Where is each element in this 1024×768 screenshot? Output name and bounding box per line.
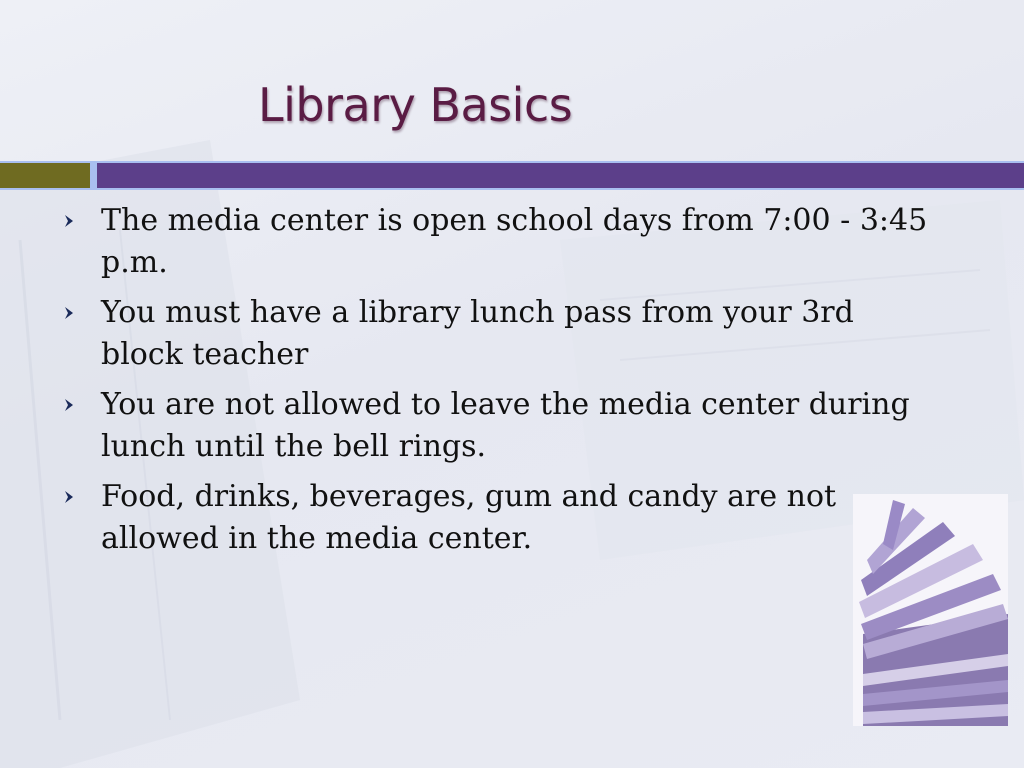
accent-bar-separator [90,163,97,188]
fanned-books-image [853,494,1008,726]
bullet-item [62,384,942,468]
chevron-right-icon [62,213,76,229]
chevron-right-icon [62,489,76,505]
bullet-text: The media center is open school days from 7:00 - 3:45 p.m. [101,203,928,280]
bullet-text: Food, drinks, beverages, gum and candy are not allowed in the media center. [101,479,837,556]
chevron-right-icon [62,397,76,413]
title-divider-line-bottom [0,188,1024,190]
accent-bar-green [0,163,90,188]
accent-bar-purple [97,163,1024,188]
bullet-item [62,476,942,560]
slide-title: Library Basics [258,78,573,132]
bullet-text: You must have a library lunch pass from your 3rd block teacher [101,295,854,372]
bullet-list [62,200,942,568]
bullet-text: You are not allowed to leave the media center during lunch until the bell rings. [101,387,910,464]
chevron-right-icon [62,305,76,321]
bullet-item [62,292,942,376]
bullet-item [62,200,942,284]
